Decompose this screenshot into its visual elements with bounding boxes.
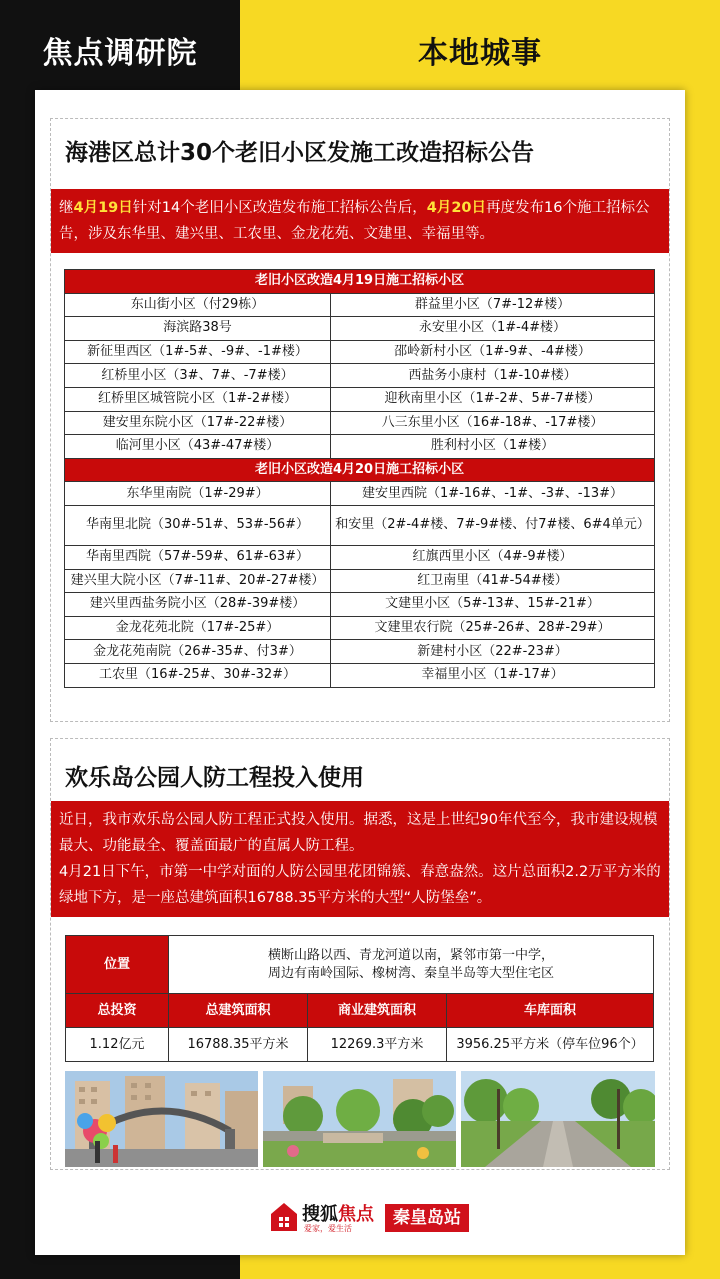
table-row bbox=[65, 663, 655, 687]
table-cell-right: 八三东里小区（16#-18#、-17#楼） bbox=[331, 411, 655, 435]
table-row bbox=[65, 387, 655, 411]
table-cell-right: 红旗西里小区（4#-9#楼） bbox=[331, 545, 655, 569]
table-cell-right: 建安里西院（1#-16#、-1#、-3#、-13#） bbox=[331, 482, 655, 506]
table-row bbox=[65, 293, 655, 317]
table-group-header bbox=[65, 458, 655, 482]
table-cell-left: 海滨路38号 bbox=[65, 317, 331, 341]
table-row bbox=[66, 994, 654, 1028]
table-group-header bbox=[65, 270, 655, 294]
header-garage-area: 车库面积 bbox=[447, 994, 654, 1028]
table-row bbox=[65, 317, 655, 341]
table-cell-left: 东山街小区（付29栋） bbox=[65, 293, 331, 317]
project-info-table bbox=[65, 935, 654, 1062]
header-total-area: 总建筑面积 bbox=[169, 994, 308, 1028]
header-total-investment: 总投资 bbox=[66, 994, 169, 1028]
section2-para2: 4月21日下午，市第一中学对面的人防公园里花团锦簇、春意盎然。这片总面积2.2万平方米的绿地下方，是一座总建筑面积16788.35平方米的大型“人防堡垒”。 bbox=[59, 864, 661, 906]
table-row bbox=[66, 1028, 654, 1062]
header-right-title: 本地城事 bbox=[418, 36, 542, 71]
intro-date-1: 4月19日 bbox=[73, 200, 133, 216]
table-row bbox=[65, 482, 655, 506]
house-logo-icon bbox=[270, 1202, 298, 1232]
location-value bbox=[169, 936, 654, 994]
location-line-1: 横断山路以西、青龙河道以南，紧邻市第一中学， bbox=[268, 947, 555, 963]
section1-title: 海港区总计30个老旧小区发施工改造招标公告 bbox=[65, 140, 535, 166]
table-row bbox=[65, 569, 655, 593]
section-civil-defense-park bbox=[50, 738, 670, 1170]
table-cell-left: 工农里（16#-25#、30#-32#） bbox=[65, 663, 331, 687]
table-row bbox=[65, 640, 655, 664]
value-garage-area: 3956.25平方米（停车位96个） bbox=[447, 1028, 654, 1062]
table-cell-left: 建兴里大院小区（7#-11#、20#-27#楼） bbox=[65, 569, 331, 593]
table-cell-right: 红卫南里（41#-54#楼） bbox=[331, 569, 655, 593]
content-card bbox=[35, 90, 685, 1255]
table-row bbox=[65, 545, 655, 569]
brand-sohu: 搜狐 bbox=[302, 1204, 338, 1225]
tender-table bbox=[64, 269, 655, 688]
table-cell-left: 临河里小区（43#-47#楼） bbox=[65, 435, 331, 459]
header-left-title: 焦点调研院 bbox=[42, 36, 198, 71]
section2-title: 欢乐岛公园人防工程投入使用 bbox=[65, 765, 364, 791]
footer-brand bbox=[0, 1198, 720, 1238]
intro-date-2: 4月20日 bbox=[426, 200, 487, 216]
table-cell-right: 和安里（2#-4#楼、7#-9#楼、付7#楼、6#4单元） bbox=[331, 505, 655, 545]
table-cell-right: 西盐务小康村（1#-10#楼） bbox=[331, 364, 655, 388]
table-cell-left: 红桥里小区（3#、7#、-7#楼） bbox=[65, 364, 331, 388]
intro-text-2: 针对14个老旧小区改造发布施工招标公告后， bbox=[132, 200, 427, 216]
table-cell-left: 东华里南院（1#-29#） bbox=[65, 482, 331, 506]
location-label: 位置 bbox=[66, 936, 169, 994]
location-line-2: 周边有南岭国际、橡树湾、秦皇半岛等大型住宅区 bbox=[268, 965, 555, 981]
table-cell-right: 幸福里小区（1#-17#） bbox=[331, 663, 655, 687]
table-cell-right: 群益里小区（7#-12#楼） bbox=[331, 293, 655, 317]
group2-title: 老旧小区改造4月20日施工招标小区 bbox=[65, 458, 655, 482]
table-cell-left: 金龙花苑北院（17#-25#） bbox=[65, 616, 331, 640]
table-cell-right: 胜利村小区（1#楼） bbox=[331, 435, 655, 459]
intro-text-1: 继 bbox=[59, 200, 74, 216]
table-cell-right: 文建里小区（5#-13#、15#-21#） bbox=[331, 593, 655, 617]
table-cell-left: 华南里西院（57#-59#、61#-63#） bbox=[65, 545, 331, 569]
section2-intro bbox=[51, 801, 669, 917]
table-row bbox=[65, 616, 655, 640]
table-cell-left: 建安里东院小区（17#-22#楼） bbox=[65, 411, 331, 435]
table-row bbox=[66, 936, 654, 994]
table-cell-right: 迎秋南里小区（1#-2#、5#-7#楼） bbox=[331, 387, 655, 411]
park-gate-photo bbox=[65, 1071, 258, 1167]
table-cell-left: 华南里北院（30#-51#、53#-56#） bbox=[65, 505, 331, 545]
brand-focus: 焦点 bbox=[338, 1204, 374, 1225]
group1-title: 老旧小区改造4月19日施工招标小区 bbox=[65, 270, 655, 294]
intro-text-3: 再度发布16个施工招标公告，涉及东华里、建兴里、工农里、金龙花苑、文建里、幸福里等。 bbox=[59, 200, 650, 242]
table-row bbox=[65, 364, 655, 388]
table-row bbox=[65, 411, 655, 435]
table-cell-left: 红桥里区城管院小区（1#-2#楼） bbox=[65, 387, 331, 411]
table-cell-right: 永安里小区（1#-4#楼） bbox=[331, 317, 655, 341]
table-cell-left: 新征里西区（1#-5#、-9#、-1#楼） bbox=[65, 340, 331, 364]
table-row bbox=[65, 340, 655, 364]
table-cell-right: 新建村小区（22#-23#） bbox=[331, 640, 655, 664]
value-commercial-area: 12269.3平方米 bbox=[308, 1028, 447, 1062]
table-row bbox=[65, 593, 655, 617]
park-garden-photo bbox=[263, 1071, 456, 1167]
table-cell-left: 建兴里西盐务院小区（28#-39#楼） bbox=[65, 593, 331, 617]
value-total-investment: 1.12亿元 bbox=[66, 1028, 169, 1062]
section1-intro bbox=[51, 189, 669, 253]
section2-para1: 近日，我市欢乐岛公园人防工程正式投入使用。据悉，这是上世纪90年代至今，我市建设规模最大、功能最全、覆盖面最广的直属人防工程。 bbox=[59, 812, 658, 854]
section-renovation-tender bbox=[50, 118, 670, 722]
station-badge: 秦皇岛站 bbox=[385, 1204, 469, 1232]
photo-strip bbox=[65, 1071, 655, 1167]
table-row bbox=[65, 435, 655, 459]
value-total-area: 16788.35平方米 bbox=[169, 1028, 308, 1062]
brand-slogan: 爱家，爱生活 bbox=[304, 1224, 352, 1233]
header-commercial-area: 商业建筑面积 bbox=[308, 994, 447, 1028]
park-path-photo bbox=[461, 1071, 655, 1167]
table-cell-right: 文建里农行院（25#-26#、28#-29#） bbox=[331, 616, 655, 640]
table-row bbox=[65, 505, 655, 545]
table-cell-right: 邵岭新村小区（1#-9#、-4#楼） bbox=[331, 340, 655, 364]
table-cell-left: 金龙花苑南院（26#-35#、付3#） bbox=[65, 640, 331, 664]
